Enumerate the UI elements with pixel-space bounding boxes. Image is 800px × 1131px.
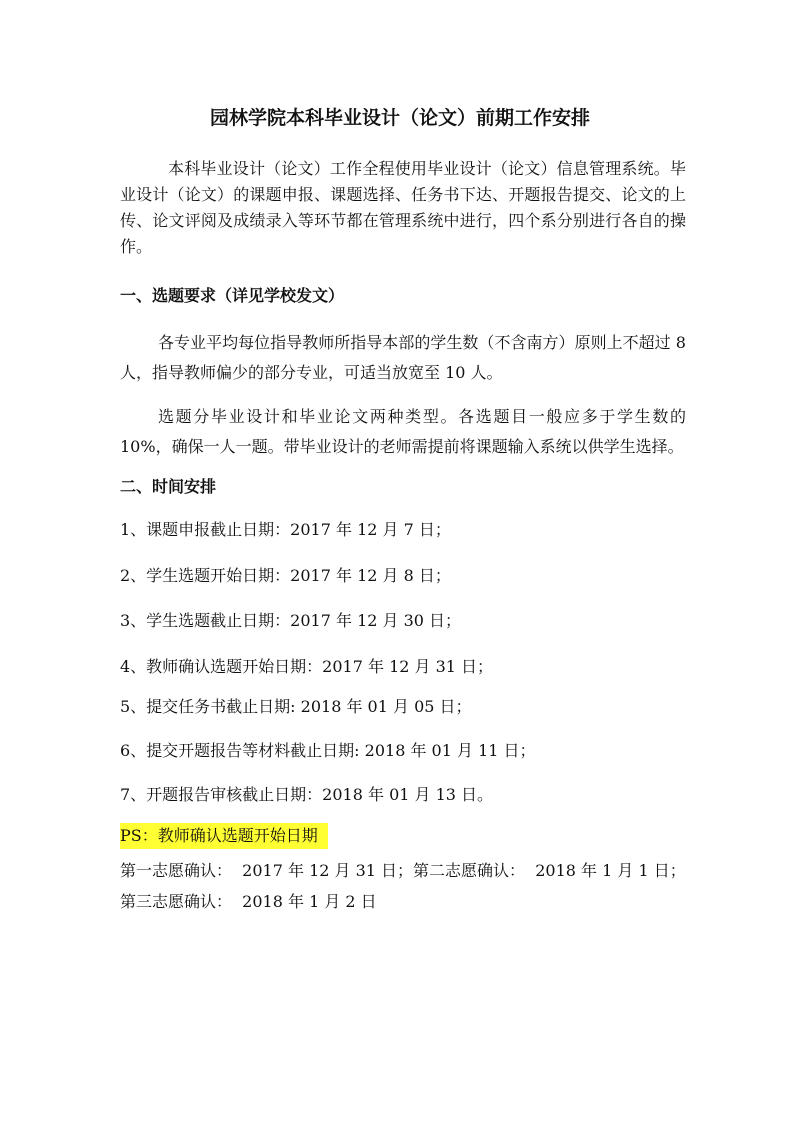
schedule-item: 1、课题申报截止日期：2017 年 12 月 7 日； [120, 520, 451, 539]
document-title: 园林学院本科毕业设计（论文）前期工作安排 [209, 107, 590, 129]
schedule-item: 5、提交任务书截止日期: 2018 年 01 月 05 日； [120, 697, 472, 716]
intro-paragraph: 本科毕业设计（论文）工作全程使用毕业设计（论文）信息管理系统。毕业设计（论文）的课题申报、课题选择、任务书下达、开题报告提交、论文的上传、论文评阅及成绩录入等环节都在管理系统中进行，四个系分别进行各自的操作。 [120, 159, 686, 256]
section-heading-topic-requirements: 一、选题要求（详见学校发文） [120, 286, 345, 305]
paragraph-topic-types: 选题分毕业设计和毕业论文两种类型。各选题目一般应多于学生数的 10%，确保一人一题。带毕业设计的老师需提前将课题输入系统以供学生选择。 [120, 407, 686, 456]
schedule-item: 6、提交开题报告等材料截止日期: 2018 年 01 月 11 日； [120, 741, 536, 760]
volunteer-confirm-line-2: 第三志愿确认： 2018 年 1 月 2 日 [120, 892, 377, 911]
schedule-item: 3、学生选题截止日期：2017 年 12 月 30 日； [120, 611, 462, 630]
ps-highlight-note: PS：教师确认选题开始日期 [120, 823, 328, 849]
section-heading-schedule: 二、时间安排 [120, 477, 217, 496]
schedule-item: 7、开题报告审核截止日期：2018 年 01 月 13 日。 [120, 785, 494, 804]
schedule-item: 4、教师确认选题开始日期：2017 年 12 月 31 日； [120, 657, 494, 676]
volunteer-confirm-line-1: 第一志愿确认： 2017 年 12 月 31 日；第二志愿确认： 2018 年 1 月 1 日； [120, 861, 686, 880]
schedule-item: 2、学生选题开始日期：2017 年 12 月 8 日； [120, 566, 451, 585]
paragraph-student-quota: 各专业平均每位指导教师所指导本部的学生数（不含南方）原则上不超过 8 人，指导教师偏少的部分专业，可适当放宽至 10 人。 [120, 333, 686, 382]
